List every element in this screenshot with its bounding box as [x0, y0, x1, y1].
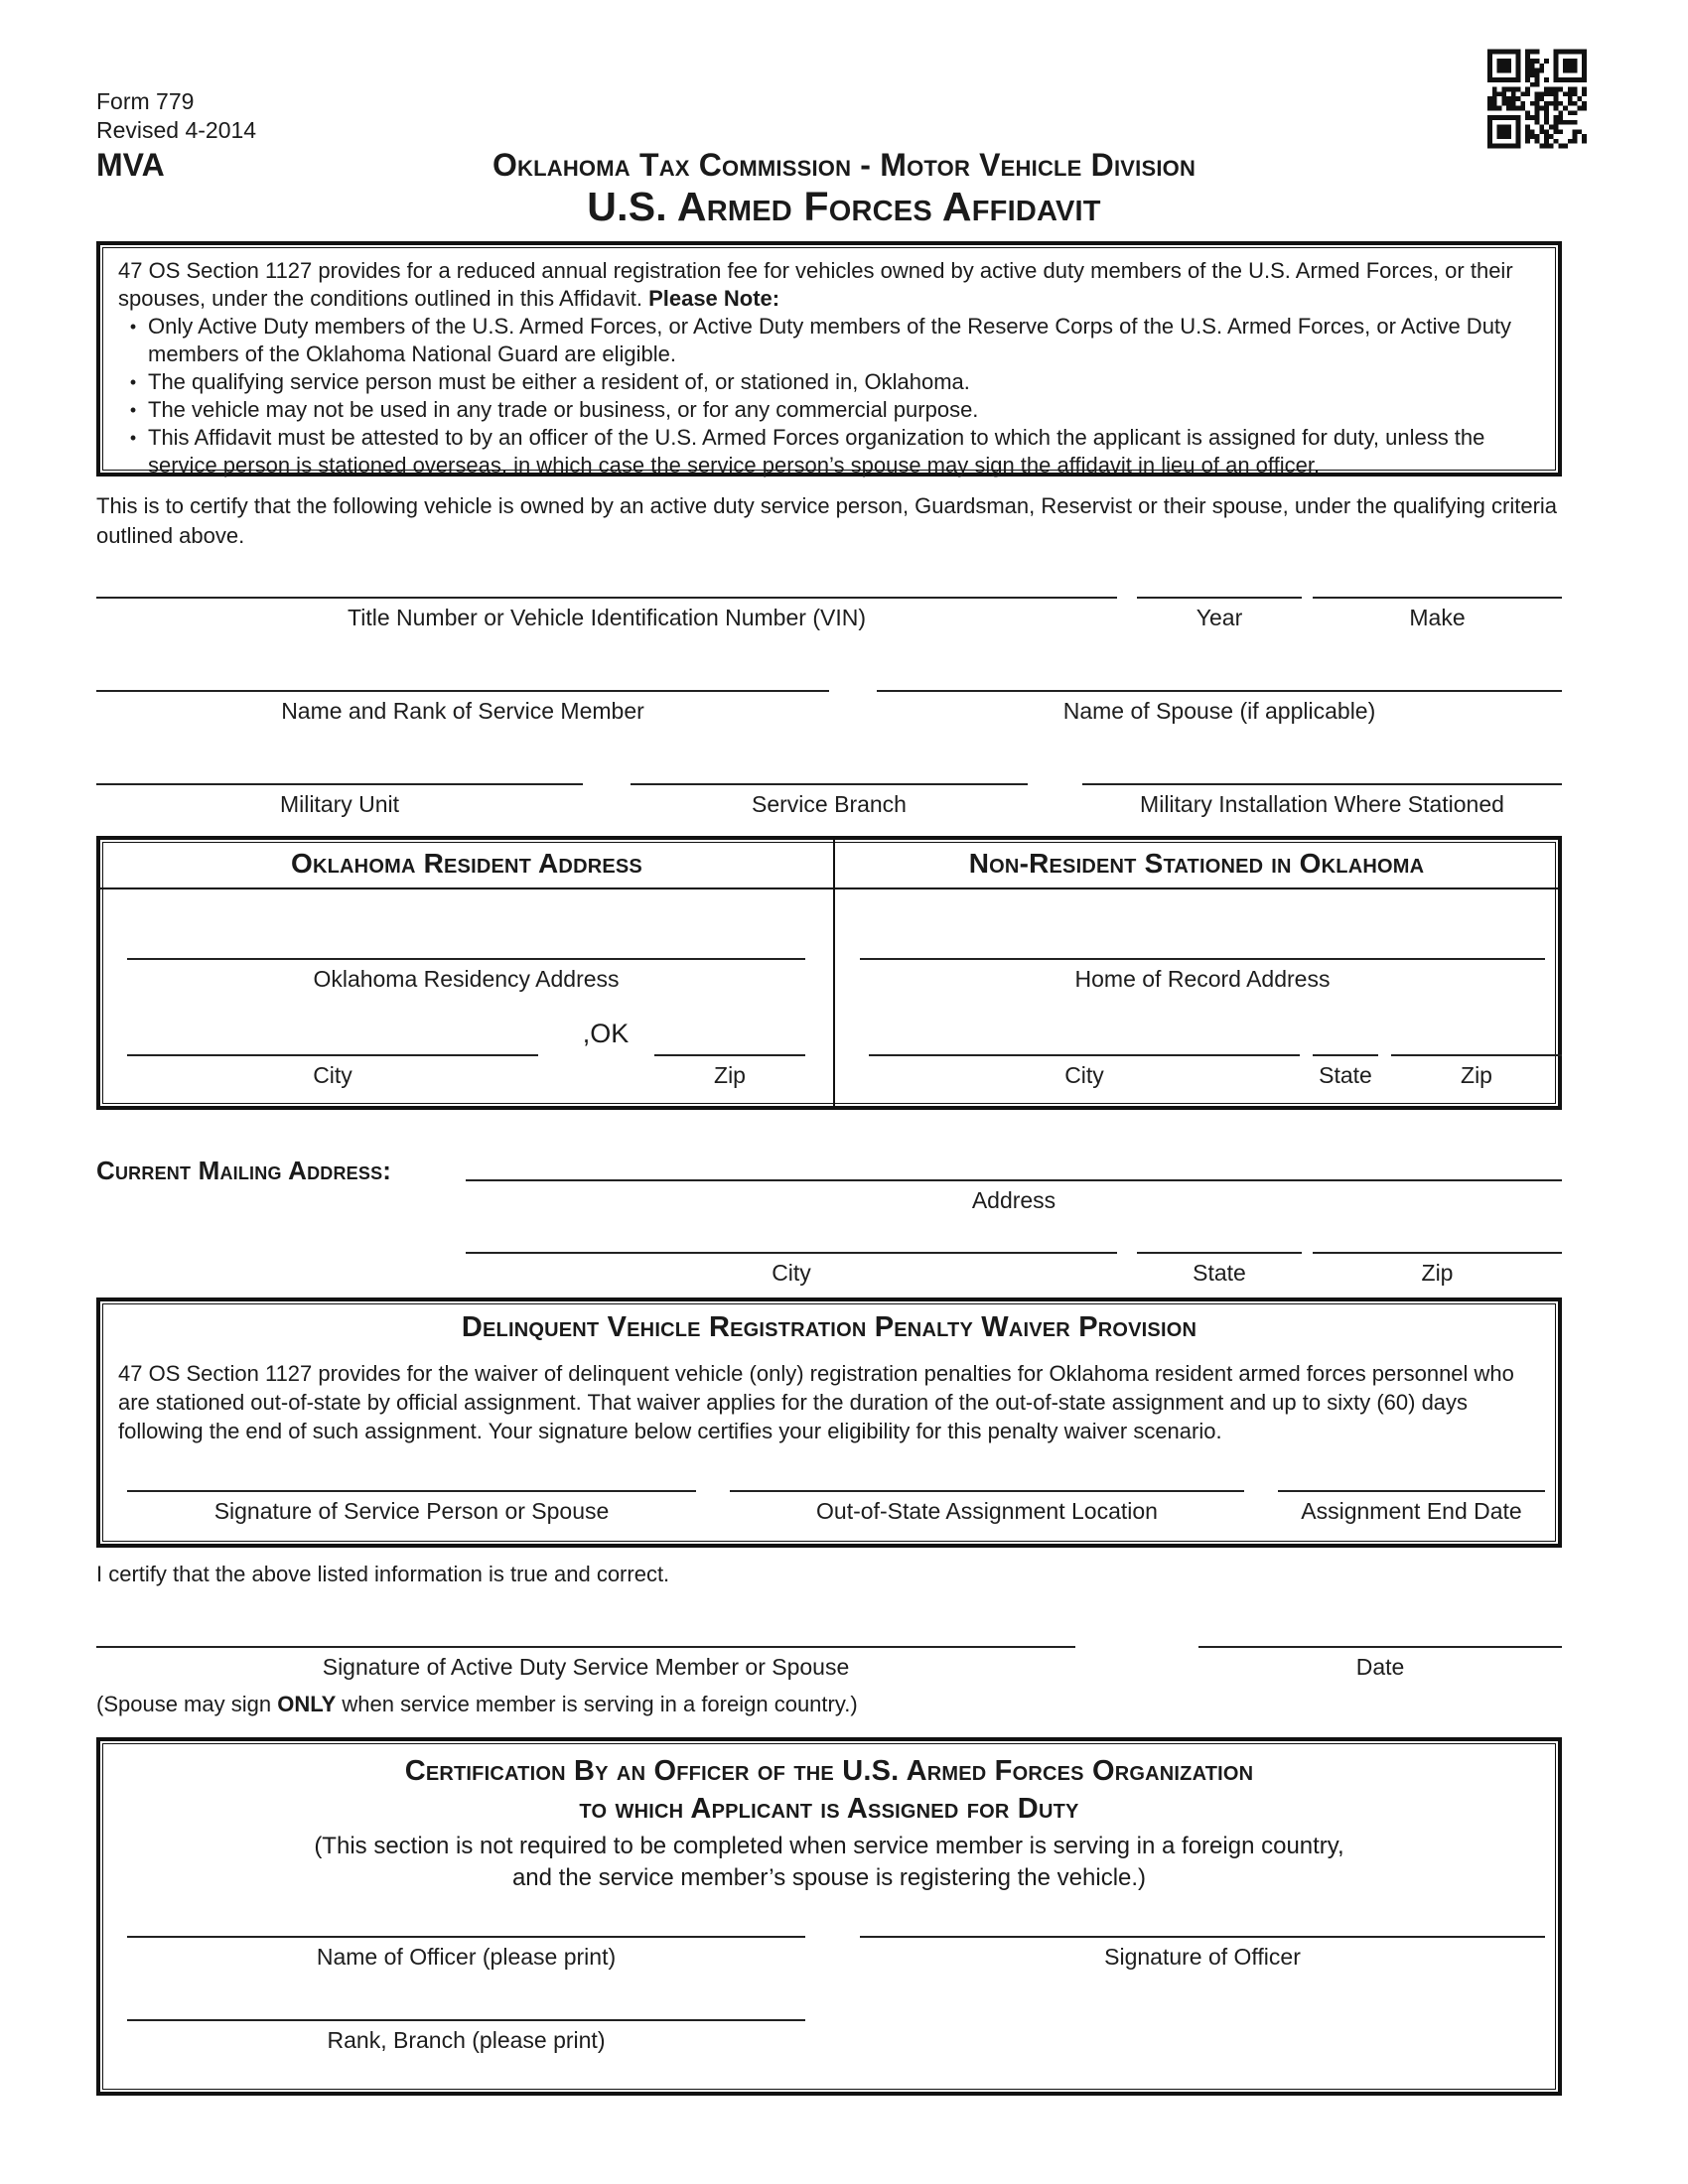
- bullet-icon: •: [129, 372, 137, 392]
- assignment-location-field: [730, 1490, 1244, 1525]
- form-revision: Revised 4-2014: [96, 117, 257, 143]
- service-branch-label: Service Branch: [752, 791, 907, 817]
- mailing-city-input-line[interactable]: [466, 1252, 1117, 1254]
- assignment-end-date-field: [1278, 1490, 1545, 1525]
- ok-zip-field: [654, 1054, 805, 1089]
- make-label: Make: [1409, 605, 1466, 630]
- member-signature-label: Signature of Active Duty Service Member or Spouse: [322, 1654, 850, 1680]
- officer-cert-note-line1: (This section is not required to be completed when service member is serving in a foreign country,: [314, 1833, 1344, 1859]
- notice-bullet-text: This Affidavit must be attested to by an officer of the U.S. Armed Forces organization to which the applicant is assigned for duty, unless the service person is stationed overseas, in which case the service person’s spouse may sign the affidavit in lieu of an officer.: [148, 425, 1485, 478]
- assignment-end-date-input-line[interactable]: [1278, 1490, 1545, 1492]
- assignment-location-label: Out-of-State Assignment Location: [816, 1498, 1158, 1524]
- make-input-line[interactable]: [1313, 597, 1562, 599]
- assignment-location-input-line[interactable]: [730, 1490, 1244, 1492]
- notice-bullet: [118, 368, 1540, 396]
- nr-zip-field: [1391, 1054, 1562, 1089]
- ok-residency-address-input-line[interactable]: [127, 958, 805, 960]
- notice-bullet-text: The qualifying service person must be either a resident of, or stationed in, Oklahoma.: [148, 369, 970, 394]
- nr-zip-label: Zip: [1461, 1062, 1492, 1088]
- military-unit-field: [96, 783, 583, 818]
- mailing-state-field: [1137, 1252, 1302, 1287]
- address-table-column-divider: [833, 840, 835, 1106]
- installation-label: Military Installation Where Stationed: [1140, 791, 1504, 817]
- installation-input-line[interactable]: [1082, 783, 1562, 785]
- spouse-sign-note: [96, 1691, 858, 1718]
- officer-signature-label: Signature of Officer: [1104, 1944, 1301, 1970]
- waiver-signature-input-line[interactable]: [127, 1490, 696, 1492]
- vin-label: Title Number or Vehicle Identification Number (VIN): [348, 605, 866, 630]
- spouse-note-bold: ONLY: [277, 1692, 337, 1716]
- mailing-state-input-line[interactable]: [1137, 1252, 1302, 1254]
- year-label: Year: [1196, 605, 1243, 630]
- service-branch-field: [631, 783, 1028, 818]
- home-of-record-input-line[interactable]: [860, 958, 1545, 960]
- address-table-header-separator: [100, 887, 1558, 889]
- notice-bullet-text: Only Active Duty members of the U.S. Armed Forces, or Active Duty members of the Reserve Corps of the U.S. Armed Forces, or Active Duty members of the Oklahoma National Guard are eligible.: [148, 314, 1512, 366]
- ok-state-prefix: ,OK: [582, 1019, 630, 1048]
- officer-rank-field: [127, 2019, 805, 2054]
- year-field: [1137, 597, 1302, 631]
- statute-notice-box: [96, 241, 1562, 477]
- officer-signature-input-line[interactable]: [860, 1936, 1545, 1938]
- notice-content: [100, 251, 1558, 478]
- name-rank-label: Name and Rank of Service Member: [281, 698, 644, 724]
- mailing-zip-field: [1313, 1252, 1562, 1287]
- qr-code-icon: [1487, 48, 1587, 150]
- mailing-address-heading: Current Mailing Address:: [96, 1156, 392, 1185]
- name-rank-field: [96, 690, 829, 725]
- officer-name-input-line[interactable]: [127, 1936, 805, 1938]
- date-label: Date: [1355, 1654, 1405, 1680]
- bullet-icon: •: [129, 400, 137, 420]
- ok-city-input-line[interactable]: [127, 1054, 538, 1056]
- mailing-address-input-line[interactable]: [466, 1179, 1562, 1181]
- ok-zip-input-line[interactable]: [654, 1054, 805, 1056]
- nr-city-input-line[interactable]: [869, 1054, 1300, 1056]
- notice-bullet-text: The vehicle may not be used in any trade or business, or for any commercial purpose.: [148, 397, 979, 422]
- nr-city-label: City: [1064, 1062, 1104, 1088]
- mailing-city-label: City: [772, 1260, 811, 1286]
- notice-bullet: [118, 313, 1540, 368]
- officer-cert-note-line2: and the service member’s spouse is registering the vehicle.): [511, 1864, 1147, 1891]
- mailing-state-label: State: [1193, 1260, 1246, 1286]
- make-field: [1313, 597, 1562, 631]
- vin-field: [96, 597, 1117, 631]
- spouse-name-label: Name of Spouse (if applicable): [1062, 698, 1376, 724]
- ok-residency-address-field: [127, 958, 805, 993]
- form-title-block: [0, 147, 1688, 230]
- waiver-signature-field: [127, 1490, 696, 1525]
- notice-bullet: [118, 424, 1540, 479]
- mailing-zip-input-line[interactable]: [1313, 1252, 1562, 1254]
- bullet-icon: •: [129, 428, 137, 448]
- home-of-record-field: [860, 958, 1545, 993]
- mailing-city-field: [466, 1252, 1117, 1287]
- officer-cert-title-line2: to which Applicant is Assigned for Duty: [579, 1793, 1079, 1825]
- mailing-address-label: Address: [971, 1187, 1056, 1213]
- certify-intro-paragraph: This is to certify that the following vehicle is owned by an active duty service person, Guardsman, Reservist or their spouse, under the qualifying criteria outlined above.: [96, 493, 1558, 548]
- spouse-note-pre: (Spouse may sign: [96, 1692, 278, 1716]
- page-title: Oklahoma Tax Commission - Motor Vehicle Division: [492, 147, 1196, 183]
- bullet-icon: •: [129, 317, 137, 337]
- mailing-zip-label: Zip: [1421, 1260, 1454, 1286]
- nr-zip-input-line[interactable]: [1391, 1054, 1562, 1056]
- ok-city-label: City: [313, 1062, 352, 1088]
- nr-state-field: [1313, 1054, 1378, 1089]
- mailing-address-field: [466, 1179, 1562, 1214]
- officer-rank-input-line[interactable]: [127, 2019, 805, 2021]
- spouse-note-post: when service member is serving in a foreign country.): [336, 1692, 858, 1716]
- nr-state-label: State: [1319, 1062, 1372, 1088]
- vin-input-line[interactable]: [96, 597, 1117, 599]
- nr-state-input-line[interactable]: [1313, 1054, 1378, 1056]
- officer-name-label: Name of Officer (please print): [316, 1944, 617, 1970]
- address-table: [96, 836, 1562, 1110]
- notice-intro-bold: Please Note:: [648, 286, 780, 311]
- officer-name-field: [127, 1936, 805, 1971]
- nr-city-field: [869, 1054, 1300, 1089]
- ok-zip-label: Zip: [714, 1062, 746, 1088]
- military-unit-input-line[interactable]: [96, 783, 583, 785]
- agency-code: MVA: [96, 147, 165, 183]
- nonresident-address-header: Non-Resident Stationed in Oklahoma: [968, 848, 1425, 879]
- penalty-waiver-box: [96, 1297, 1562, 1548]
- page-subtitle: U.S. Armed Forces Affidavit: [587, 184, 1101, 229]
- notice-bullet: [118, 396, 1540, 424]
- member-signature-input-line[interactable]: [96, 1646, 1075, 1648]
- resident-address-header: Oklahoma Resident Address: [291, 848, 642, 879]
- spouse-name-input-line[interactable]: [877, 690, 1562, 692]
- spouse-name-field: [877, 690, 1562, 725]
- officer-certification-box: [96, 1737, 1562, 2096]
- home-of-record-label: Home of Record Address: [1074, 966, 1331, 992]
- notice-intro: [118, 257, 1540, 313]
- service-branch-input-line[interactable]: [631, 783, 1028, 785]
- officer-rank-label: Rank, Branch (please print): [327, 2027, 606, 2053]
- military-unit-label: Military Unit: [279, 791, 400, 817]
- waiver-body: 47 OS Section 1127 provides for the waiver of delinquent vehicle (only) registration penalties for Oklahoma resident armed forces personnel who are stationed out-of-state by official assignment. That waiver applies for the duration of the out-of-state assignment and up to sixty (60) days following the end of such assignment. Your signature below certifies your eligibility for this penalty waiver scenario.: [118, 1361, 1514, 1443]
- date-input-line[interactable]: [1198, 1646, 1562, 1648]
- date-field: [1198, 1646, 1562, 1681]
- certify-statement: I certify that the above listed information is true and correct.: [96, 1562, 670, 1586]
- year-input-line[interactable]: [1137, 597, 1302, 599]
- installation-field: [1082, 783, 1562, 818]
- name-rank-input-line[interactable]: [96, 690, 829, 692]
- ok-city-field: [127, 1054, 538, 1089]
- waiver-signature-label: Signature of Service Person or Spouse: [213, 1498, 610, 1524]
- waiver-title: Delinquent Vehicle Registration Penalty Waiver Provision: [461, 1311, 1197, 1343]
- member-signature-field: [96, 1646, 1075, 1681]
- officer-cert-title-line1: Certification By an Officer of the U.S. Armed Forces Organization: [404, 1755, 1254, 1787]
- form-number: Form 779: [96, 88, 195, 114]
- assignment-end-date-label: Assignment End Date: [1301, 1498, 1522, 1524]
- notice-intro-text: 47 OS Section 1127 provides for a reduced annual registration fee for vehicles owned by active duty members of the U.S. Armed Forces, or their spouses, under the conditions outlined in this Affidavit.: [118, 258, 1513, 311]
- ok-residency-address-label: Oklahoma Residency Address: [313, 966, 620, 992]
- officer-signature-field: [860, 1936, 1545, 1971]
